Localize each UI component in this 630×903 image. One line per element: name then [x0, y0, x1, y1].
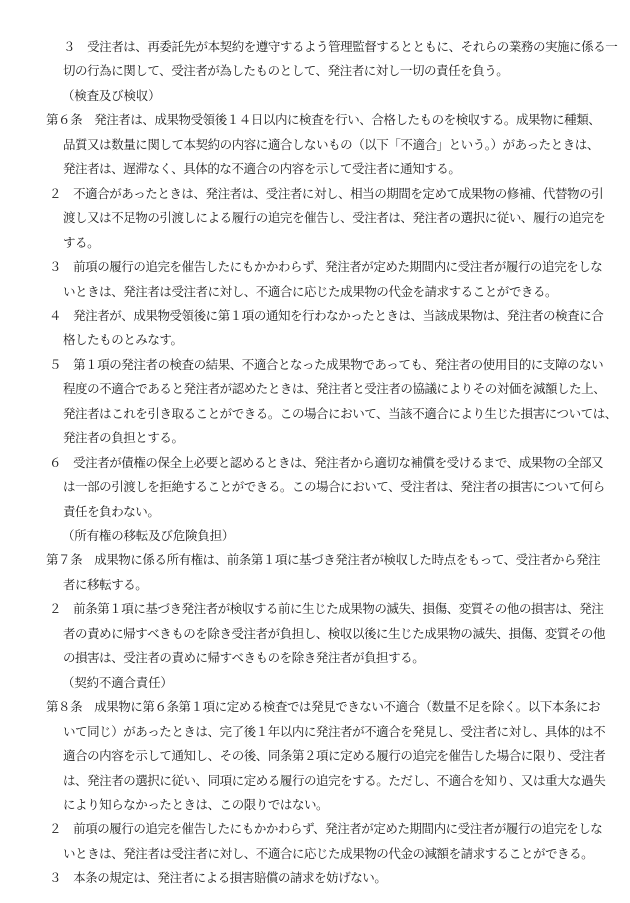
- clause-line: ２ 前項の履行の追完を催告したにもかかわらず、発注者が定めた期間内に受注者が履行の追完をしな: [49, 821, 603, 837]
- text-line: 品質又は数量に関して本契約の内容に適合しないもの（以下「不適合」という。）があったときは、: [63, 136, 599, 152]
- text-line: 切の行為に関して、受注者が為したものとして、発注者に対し一切の責任を負う。: [63, 63, 509, 79]
- text-line: する。: [63, 234, 100, 250]
- article-line: 第６条 発注者は、成果物受領後１４日以内に検査を行い、合格したものを検収する。成果物に種類、: [46, 112, 601, 128]
- section-heading: （所有権の移転及び危険負担）: [62, 528, 235, 543]
- text-line: 者に移転する。: [63, 576, 148, 592]
- text-line: 発注者はこれを引き取ることができる。この場合において、当該不適合により生じた損害については、: [63, 405, 617, 421]
- text-line: 責任を負わない。: [63, 503, 160, 519]
- clause-line: ３ 本条の規定は、発注者による損害賠償の請求を妨げない。: [49, 870, 387, 886]
- text-line: いて同じ）があったときは、完了後１年以内に発注者が不適合を発見し、受注者に対し、具体的は不: [63, 723, 606, 739]
- clause-line: ５ 第１項の発注者の検査の結果、不適合となった成果物であっても、発注者の使用目的に支障のない: [49, 356, 604, 372]
- text-line: 適合の内容を示して通知し、その後、同条第２項に定める履行の追完を催告した場合に限り、受注者: [63, 748, 606, 764]
- text-line: により知らなかったときは、この限りではない。: [63, 796, 329, 812]
- article-line: 第８条 成果物に第６条第１項に定める検査では発見できない不適合（数量不足を除く。以下本条にお: [46, 699, 601, 715]
- text-line: 発注者の負担とする。: [63, 430, 184, 446]
- clause-line: ２ 不適合があったときは、発注者は、受注者に対し、相当の期間を定めて成果物の修補、代替物の引: [49, 185, 604, 201]
- clause-line: ４ 発注者が、成果物受領後に第１項の通知を行わなかったときは、当該成果物は、発注者の検査に合: [49, 307, 604, 323]
- text-line: 格したものとみなす。: [63, 332, 183, 348]
- section-heading: （検査及び検収）: [62, 87, 161, 103]
- clause-line: ２ 前条第１項に基づき発注者が検収する前に生じた成果物の滅失、損傷、変質その他の損害は、発注: [49, 601, 604, 617]
- text-line: 者の責めに帰すべきものを除き受注者が負担し、検収以後に生じた成果物の滅失、損傷、変質その他: [63, 625, 606, 641]
- clause-line: ３ 前項の履行の追完を催告したにもかかわらず、発注者が定めた期間内に受注者が履行の追完をしな: [49, 259, 603, 275]
- text-line: 発注者は、遅滞なく、具体的な不適合の内容を示して受注者に通知する。: [63, 161, 461, 177]
- text-line: ３ 受注者は、再委託先が本契約を遵守するよう管理監督するとともに、それらの業務の実施に係る一: [63, 39, 618, 54]
- article-line: 第７条 成果物に係る所有権は、前条第１項に基づき発注者が検収した時点をもって、受注者から発注: [46, 552, 601, 568]
- text-line: 渡し又は不足物の引渡しによる履行の追完を催告し、受注者は、発注者の選択に従い、履行の追完を: [63, 210, 606, 226]
- text-line: 程度の不適合であると発注者が認めたときは、発注者と受注者の協議によりその対価を減額した上、: [63, 381, 606, 397]
- text-line: の損害は、受注者の責めに帰すべきものを除き発注者が負担する。: [63, 650, 425, 666]
- text-line: いときは、発注者は受注者に対し、不適合に応じた成果物の代金の減額を請求することができる。: [63, 845, 594, 861]
- section-heading: （契約不適合責任）: [62, 674, 173, 690]
- text-line: は、発注者の選択に従い、同項に定める履行の追完をする。ただし、不適合を知り、又は重大な過失: [63, 772, 606, 788]
- text-line: は一部の引渡しを拒絶することができる。この場合において、受注者は、発注者の損害について何ら: [63, 479, 605, 495]
- text-line: いときは、発注者は受注者に対し、不適合に応じた成果物の代金を請求することができる。: [63, 283, 558, 299]
- clause-line: ６ 受注者が債権の保全上必要と認めるときは、発注者から適切な補償を受けるまで、成果物の全部又: [49, 454, 604, 470]
